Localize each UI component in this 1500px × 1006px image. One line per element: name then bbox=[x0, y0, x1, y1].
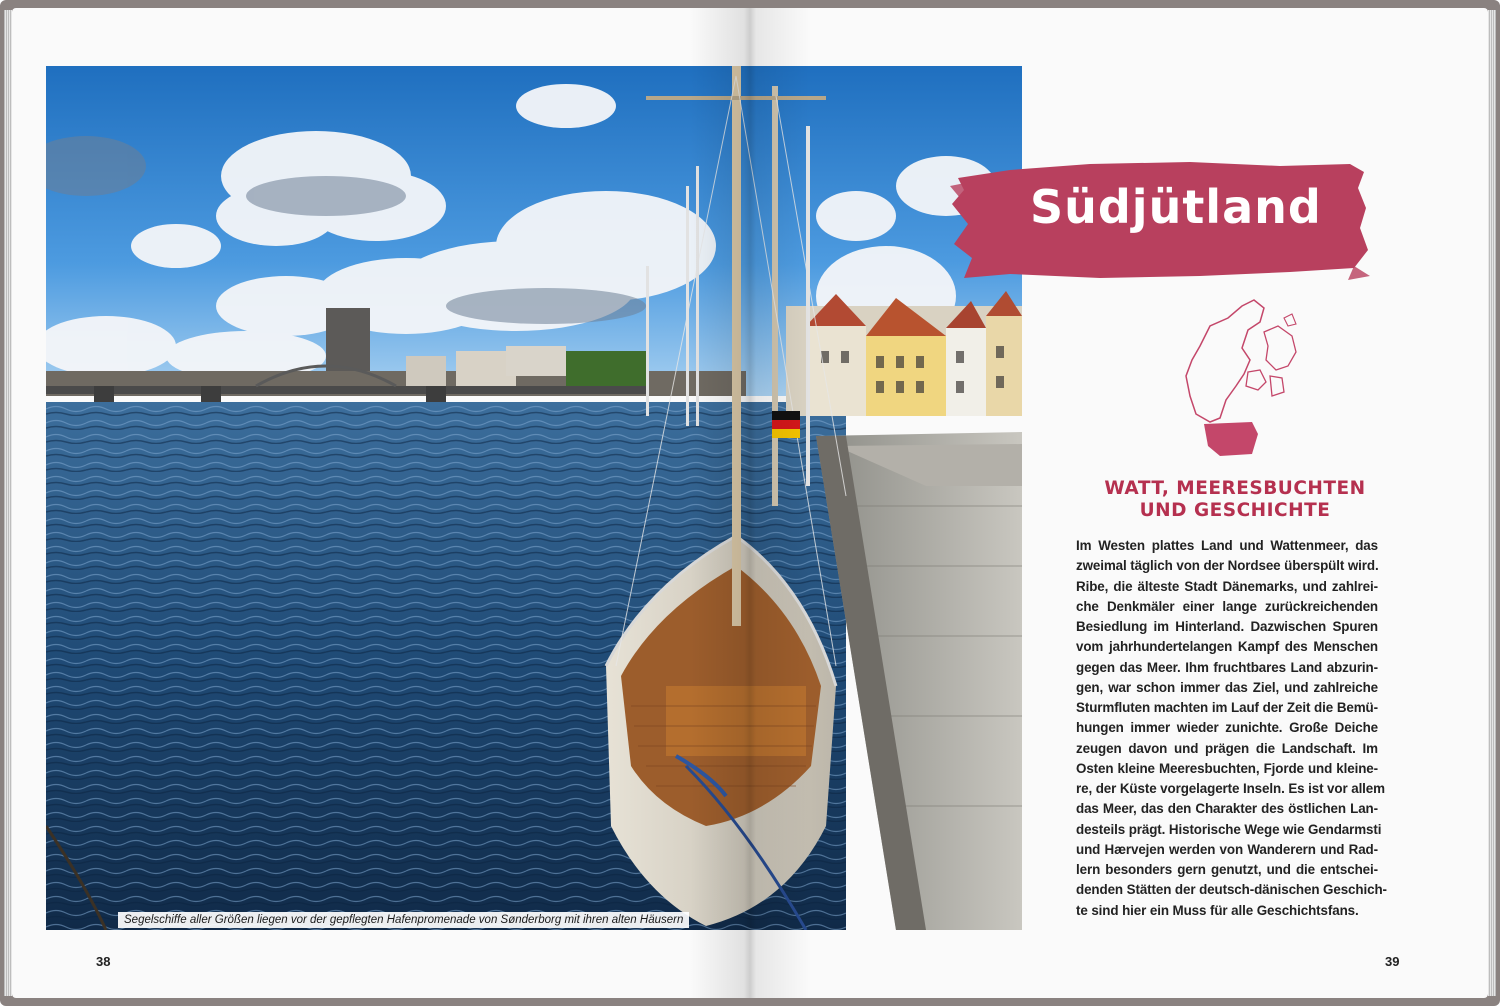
body-line: Osten kleine Meeresbuchten, Fjorde und kleine- bbox=[1076, 760, 1378, 776]
body-line: vom jahrhundertelangen Kampf des Menschen bbox=[1076, 639, 1378, 655]
body-line: te sind hier ein Muss für alle Geschichtsfans. bbox=[1076, 902, 1359, 918]
section-heading-line-2: UND GESCHICHTE bbox=[1139, 500, 1331, 521]
section-heading-line-1: WATT, MEERESBUCHTEN bbox=[1104, 478, 1366, 499]
page-number-left: 38 bbox=[96, 954, 111, 969]
chapter-title: Südjütland bbox=[1030, 180, 1322, 234]
body-line: und Hærvejen werden von Wanderern und Rad- bbox=[1076, 841, 1378, 857]
body-text bbox=[1076, 536, 1387, 921]
body-line: zeugen davon und prägen die Landschaft. Im bbox=[1076, 740, 1378, 756]
body-line: Im Westen plattes Land und Wattenmeer, das bbox=[1076, 538, 1378, 553]
body-line: gegen das Meer. Ihm fruchtbares Land abzurin- bbox=[1076, 659, 1378, 675]
harbor-photo bbox=[46, 66, 1022, 930]
page-stack-right bbox=[1488, 10, 1496, 996]
page-stack-left bbox=[4, 10, 12, 996]
body-line: gen, war schon immer das Ziel, und zahlreiche bbox=[1076, 679, 1378, 695]
body-line: desteils prägt. Historische Wege wie Gendarmsti bbox=[1076, 821, 1382, 837]
body-line: Sturmfluten machten im Lauf der Zeit die Bemü- bbox=[1076, 700, 1378, 715]
body-line: che Denkmäler einer lange zurückreichenden bbox=[1076, 598, 1378, 614]
denmark-map-icon bbox=[1180, 296, 1305, 461]
body-line: lern besonders gern genutzt, und die entschei- bbox=[1076, 862, 1378, 877]
body-line: hungen immer wieder zunichte. Große Deiche bbox=[1076, 720, 1378, 736]
section-heading bbox=[1070, 478, 1400, 522]
body-line: Besiedlung im Hinterland. Dazwischen Spuren bbox=[1076, 619, 1378, 634]
body-line: Ribe, die älteste Stadt Dänemarks, und zahlrei- bbox=[1076, 578, 1378, 594]
body-line: denden Stätten der deutsch-dänischen Geschich- bbox=[1076, 882, 1387, 898]
body-line: das Meer, das den Charakter des östlichen Lan- bbox=[1076, 801, 1378, 817]
body-line: zweimal täglich von der Nordsee überspült wird. bbox=[1076, 558, 1379, 574]
page-number-right: 39 bbox=[1385, 954, 1400, 969]
photo-caption: Segelschiffe aller Größen liegen vor der gepflegten Hafenpromenade von Sønderborg mit ihren alten Häusern bbox=[118, 912, 689, 928]
body-line: re, der Küste vorgelagerte Inseln. Es ist vor allem bbox=[1076, 781, 1385, 796]
